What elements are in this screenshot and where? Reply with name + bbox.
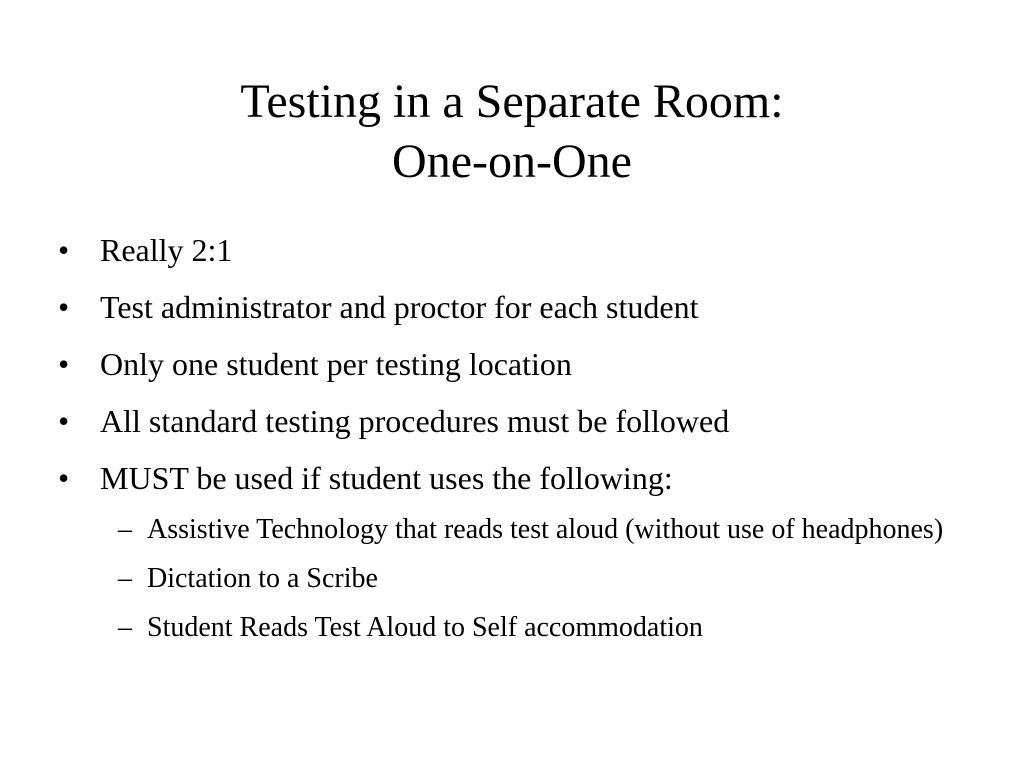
bullet-text: Really 2:1 <box>100 232 233 268</box>
sub-bullet-item <box>103 559 947 599</box>
slide-title-line-1: Testing in a Separate Room: <box>240 75 784 128</box>
bullet-item <box>58 287 958 327</box>
bullet-text: All standard testing procedures must be followed <box>100 403 730 439</box>
bullet-list <box>58 230 958 665</box>
bullet-item <box>58 230 958 270</box>
bullet-marker: • <box>58 232 70 268</box>
bullet-text: Test administrator and proctor for each student <box>100 289 699 325</box>
sub-bullet-text: Student Reads Test Aloud to Self accommodation <box>147 612 703 643</box>
bullet-item <box>58 458 958 648</box>
dash-marker: – <box>118 612 132 643</box>
sub-bullet-item <box>103 608 947 648</box>
bullet-marker: • <box>58 403 70 439</box>
slide-title-line-2: One-on-One <box>392 135 632 188</box>
dash-marker: – <box>118 514 132 545</box>
sub-bullet-item <box>103 510 947 550</box>
bullet-marker: • <box>58 289 70 325</box>
sub-bullet-text: Assistive Technology that reads test aloud (without use of headphones) <box>147 514 944 545</box>
bullet-marker: • <box>58 460 70 496</box>
bullet-item <box>58 401 958 441</box>
sub-bullet-text: Dictation to a Scribe <box>147 563 378 594</box>
slide-title <box>0 72 1024 192</box>
bullet-marker: • <box>58 346 70 382</box>
dash-marker: – <box>118 563 132 594</box>
bullet-item <box>58 344 958 384</box>
bullet-text: MUST be used if student uses the following: <box>100 460 673 496</box>
sub-bullet-list <box>103 510 958 648</box>
bullet-text: Only one student per testing location <box>100 346 572 382</box>
